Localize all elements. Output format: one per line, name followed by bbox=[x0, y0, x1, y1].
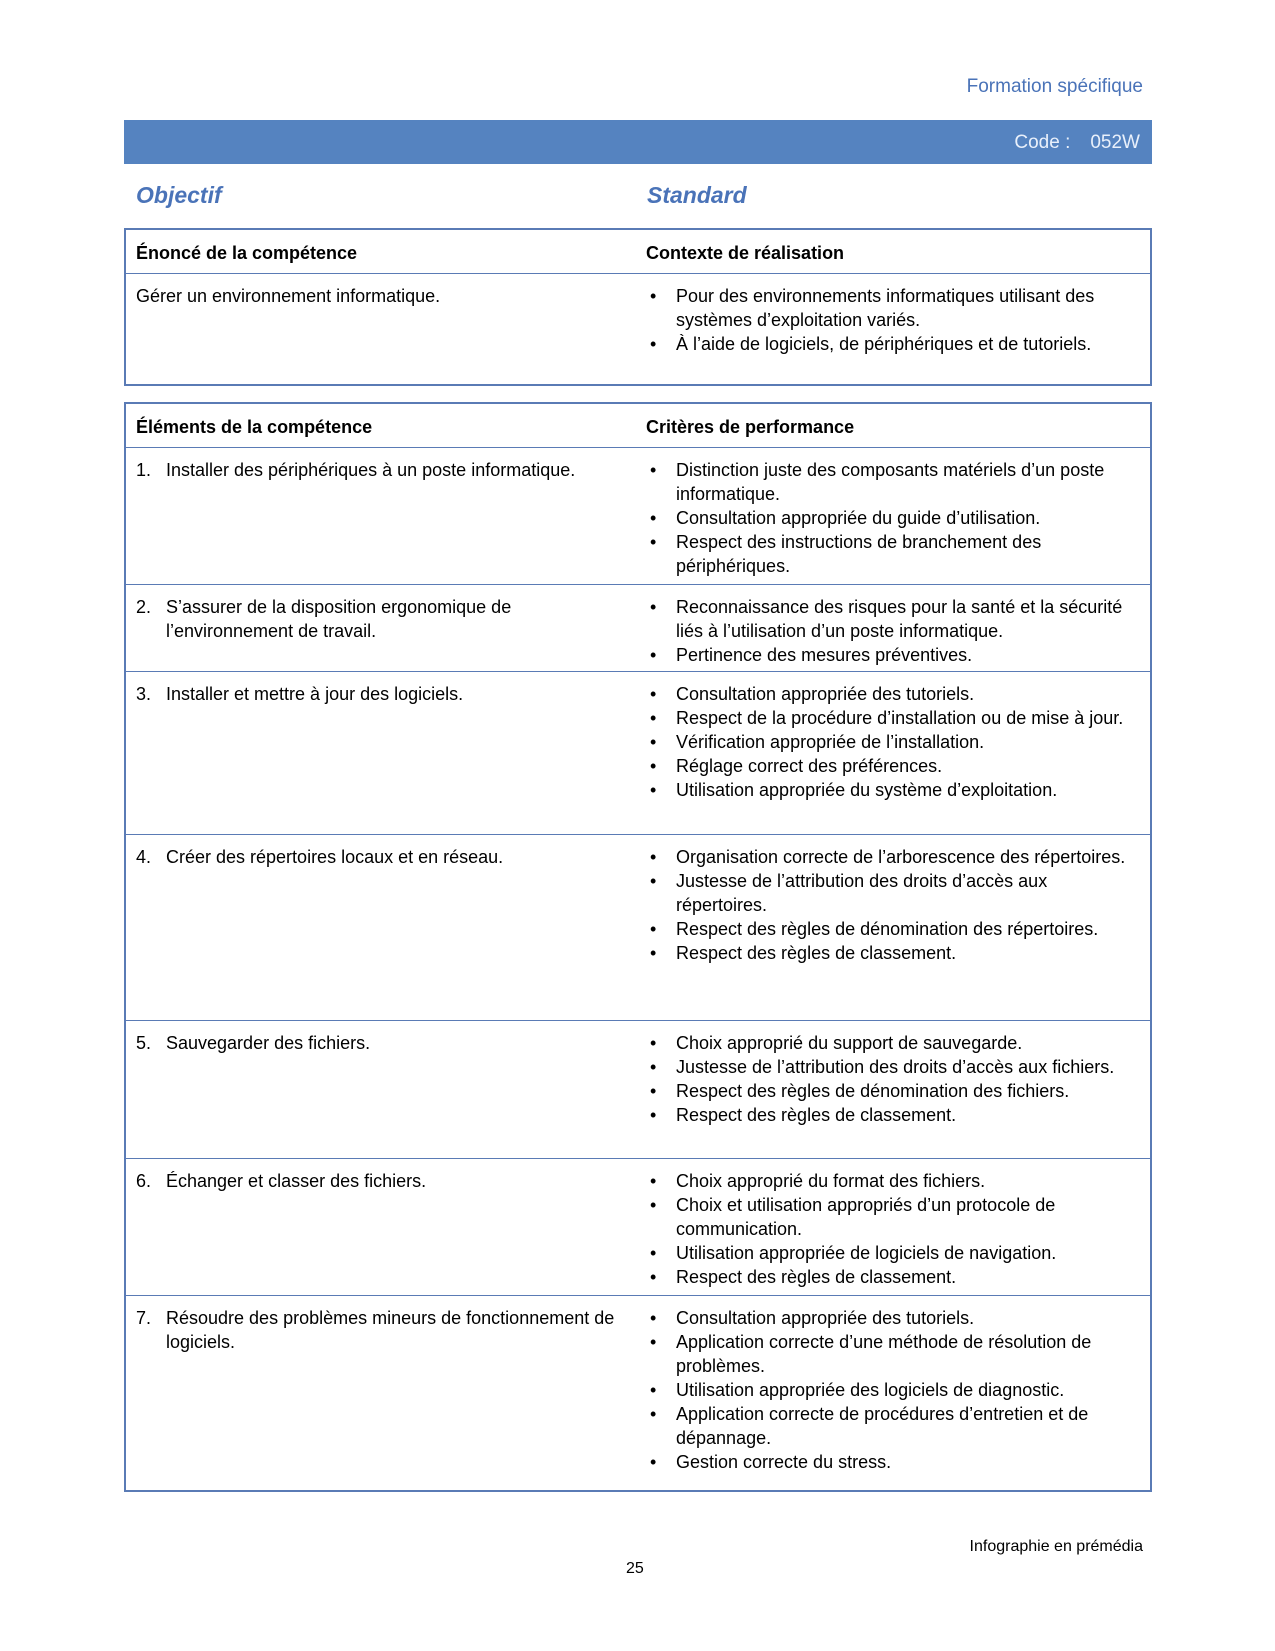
criteria-container bbox=[646, 1306, 1136, 1474]
criteria-container bbox=[646, 595, 1136, 667]
criterion-item: • Application correcte de procédures d’entretien et de dépannage. bbox=[646, 1402, 1136, 1450]
element-number: 2. bbox=[136, 597, 152, 617]
criteria-list bbox=[646, 595, 1136, 667]
element-text bbox=[136, 845, 626, 869]
criteria-container bbox=[646, 1169, 1136, 1289]
criterion-item: • Utilisation appropriée des logiciels de diagnostic. bbox=[646, 1378, 1136, 1402]
criterion-item: • Respect des règles de dénomination des fichiers. bbox=[646, 1079, 1136, 1103]
contexte-list-container bbox=[646, 284, 1136, 356]
element-description: Créer des répertoires locaux et en réseau. bbox=[166, 847, 504, 867]
element-row-3 bbox=[126, 672, 1150, 835]
element-number: 5. bbox=[136, 1033, 152, 1053]
standard-title: Standard bbox=[647, 182, 747, 208]
criterion-item: • Utilisation appropriée du système d’exploitation. bbox=[646, 778, 1136, 802]
contexte-header: Contexte de réalisation bbox=[646, 243, 845, 263]
element-text bbox=[136, 1031, 626, 1055]
element-number: 1. bbox=[136, 460, 152, 480]
criterion-item: • Respect des règles de classement. bbox=[646, 1103, 1136, 1127]
criteria-container bbox=[646, 1031, 1136, 1127]
contexte-item: • Pour des environnements informatiques utilisant des systèmes d’exploitation variés. bbox=[646, 284, 1136, 332]
element-row-4 bbox=[126, 835, 1150, 1021]
criterion-item: • Justesse de l’attribution des droits d’accès aux répertoires. bbox=[646, 869, 1136, 917]
criterion-item: • Reconnaissance des risques pour la santé et la sécurité liés à l’utilisation d’un poste informatique. bbox=[646, 595, 1136, 643]
element-row-2 bbox=[126, 585, 1150, 672]
element-number: 3. bbox=[136, 684, 152, 704]
contexte-list bbox=[646, 284, 1136, 356]
criterion-item: • Respect des règles de classement. bbox=[646, 1265, 1136, 1289]
criteria-list bbox=[646, 1306, 1136, 1474]
element-description: Installer des périphériques à un poste informatique. bbox=[166, 460, 576, 480]
footer-program: Infographie en prémédia bbox=[969, 1538, 1143, 1555]
competence-statement: Gérer un environnement informatique. bbox=[136, 286, 441, 306]
criterion-item: • Respect des règles de dénomination des répertoires. bbox=[646, 917, 1136, 941]
element-description: Installer et mettre à jour des logiciels. bbox=[166, 684, 464, 704]
criterion-item: • Respect de la procédure d’installation ou de mise à jour. bbox=[646, 706, 1136, 730]
contexte-item: • À l’aide de logiciels, de périphériques et de tutoriels. bbox=[646, 332, 1136, 356]
element-number: 4. bbox=[136, 847, 152, 867]
criterion-item: • Application correcte d’une méthode de résolution de problèmes. bbox=[646, 1330, 1136, 1378]
criterion-item: • Consultation appropriée des tutoriels. bbox=[646, 1306, 1136, 1330]
criteria-list bbox=[646, 682, 1136, 802]
criteria-list bbox=[646, 1031, 1136, 1127]
criterion-item: • Consultation appropriée des tutoriels. bbox=[646, 682, 1136, 706]
program-code bbox=[1014, 132, 1140, 154]
element-text bbox=[136, 595, 626, 643]
code-bar bbox=[124, 120, 1152, 164]
criterion-item: • Consultation appropriée du guide d’utilisation. bbox=[646, 506, 1136, 530]
element-text bbox=[136, 682, 626, 706]
element-text bbox=[136, 1306, 626, 1354]
criterion-item: • Respect des instructions de branchement des périphériques. bbox=[646, 530, 1136, 578]
elements-table bbox=[124, 402, 1152, 1492]
criterion-item: • Réglage correct des préférences. bbox=[646, 754, 1136, 778]
criterion-item: • Justesse de l’attribution des droits d’accès aux fichiers. bbox=[646, 1055, 1136, 1079]
page-header-title: Formation spécifique bbox=[966, 76, 1143, 97]
criteria-container bbox=[646, 845, 1136, 965]
element-description: Sauvegarder des fichiers. bbox=[166, 1033, 371, 1053]
element-row-7 bbox=[126, 1296, 1150, 1486]
criteria-list bbox=[646, 845, 1136, 965]
element-row-6 bbox=[126, 1159, 1150, 1296]
enonce-header-row bbox=[126, 230, 1150, 274]
criterion-item: • Choix approprié du format des fichiers. bbox=[646, 1169, 1136, 1193]
element-description: Résoudre des problèmes mineurs de fonctionnement de logiciels. bbox=[166, 1308, 615, 1352]
element-description: Échanger et classer des fichiers. bbox=[166, 1171, 427, 1191]
criteres-header: Critères de performance bbox=[646, 417, 855, 437]
criterion-item: • Choix approprié du support de sauvegarde. bbox=[646, 1031, 1136, 1055]
enonce-body-row bbox=[126, 274, 1150, 384]
criteria-container bbox=[646, 458, 1136, 578]
element-number: 7. bbox=[136, 1308, 152, 1328]
objectif-title: Objectif bbox=[136, 182, 222, 208]
criterion-item: • Organisation correcte de l’arborescence des répertoires. bbox=[646, 845, 1136, 869]
criteria-container bbox=[646, 682, 1136, 802]
criteria-list bbox=[646, 1169, 1136, 1289]
code-value: 052W bbox=[1090, 132, 1140, 153]
element-row-5 bbox=[126, 1021, 1150, 1159]
code-label: Code : bbox=[1014, 132, 1071, 153]
elements-header-row bbox=[126, 404, 1150, 448]
criterion-item: • Gestion correcte du stress. bbox=[646, 1450, 1136, 1474]
section-titles bbox=[136, 182, 1136, 210]
criterion-item: • Respect des règles de classement. bbox=[646, 941, 1136, 965]
criterion-item: • Pertinence des mesures préventives. bbox=[646, 643, 1136, 667]
elements-header: Éléments de la compétence bbox=[136, 417, 373, 437]
element-number: 6. bbox=[136, 1171, 152, 1191]
element-row-1 bbox=[126, 448, 1150, 585]
element-description: S’assurer de la disposition ergonomique de l’environnement de travail. bbox=[166, 597, 512, 641]
enonce-table bbox=[124, 228, 1152, 386]
element-text bbox=[136, 1169, 626, 1193]
criterion-item: • Choix et utilisation appropriés d’un protocole de communication. bbox=[646, 1193, 1136, 1241]
element-text bbox=[136, 458, 626, 482]
enonce-header: Énoncé de la compétence bbox=[136, 243, 358, 263]
criteria-list bbox=[646, 458, 1136, 578]
page-number: 25 bbox=[626, 1560, 644, 1577]
criterion-item: • Vérification appropriée de l’installation. bbox=[646, 730, 1136, 754]
criterion-item: • Distinction juste des composants matériels d’un poste informatique. bbox=[646, 458, 1136, 506]
criterion-item: • Utilisation appropriée de logiciels de navigation. bbox=[646, 1241, 1136, 1265]
